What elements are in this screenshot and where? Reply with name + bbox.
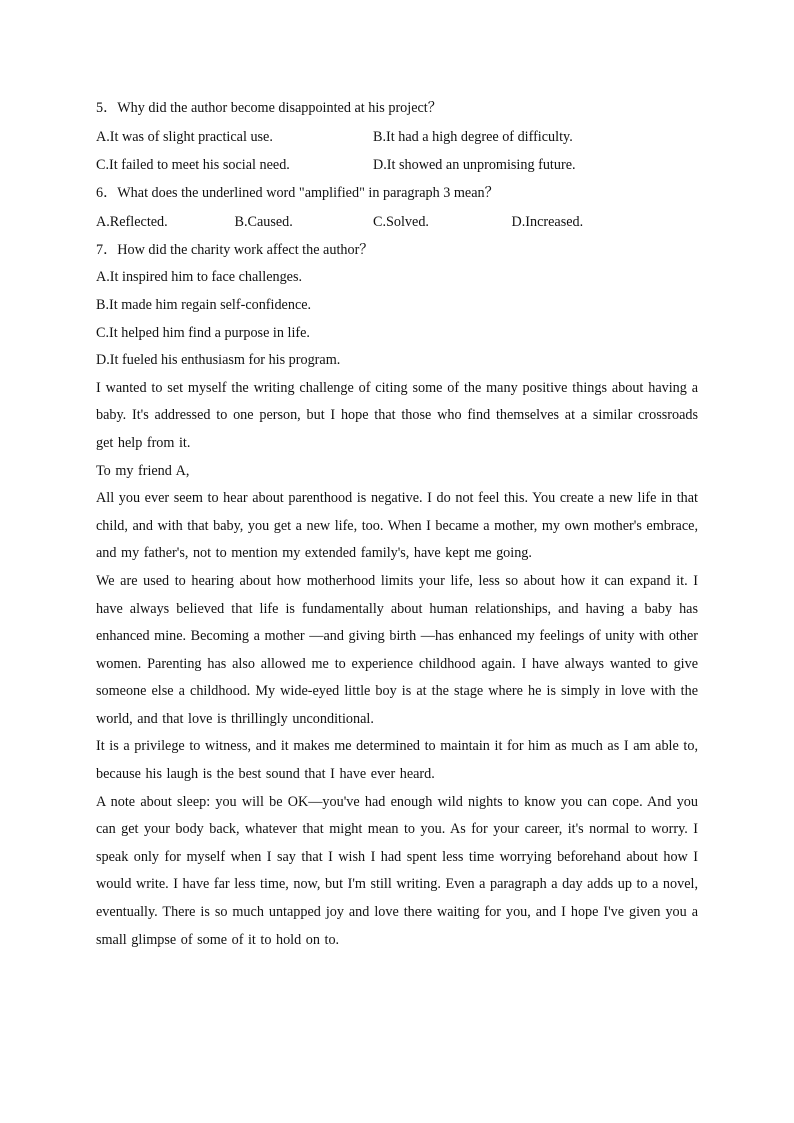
option-c: C.It failed to meet his social need.: [96, 156, 290, 173]
passage-paragraph: We are used to hearing about how motherhood limits your life, less so about how it can expand it. I have always believed that life is fundamentally about human relationships, and having a baby has enhanced mine. Becoming a mother —and giving birth —has enhanced my feelings of unity with other women. Parenting has also allowed me to experience childhood again. I have always wanted to give someone else a childhood. My wide-eyed little boy is at the stage where he is simply in love with the world, and that love is thrillingly unconditional.: [96, 572, 698, 727]
passage-intro: I wanted to set myself the writing challenge of citing some of the many positive things about having a baby. It's addressed to one person, but I hope that those who find themselves at a similar crossroads get help from it.: [96, 379, 698, 451]
reading-passage: [96, 375, 698, 954]
question-7: [96, 236, 698, 375]
option-b: B.It made him regain self-confidence.: [96, 296, 312, 313]
option-row: [96, 208, 698, 236]
letter-salutation: To my friend A,: [96, 462, 190, 479]
question-6: [96, 179, 698, 236]
option-a: A.It was of slight practical use.: [96, 128, 273, 145]
option-d: D.Increased.: [511, 213, 584, 230]
question-5: [96, 94, 698, 179]
option-b: B.It had a high degree of difficulty.: [373, 128, 573, 145]
option-b: B.Caused.: [234, 213, 293, 230]
option-row: [96, 123, 698, 151]
option-d: D.It showed an unpromising future.: [373, 156, 576, 173]
passage-paragraph: It is a privilege to witness, and it makes me determined to maintain it for him as much as I am able to, because his laugh is the best sound that I have ever heard.: [96, 738, 698, 783]
question-stem: 6．What does the underlined word "amplified" in paragraph 3 mean？: [96, 185, 499, 202]
option-a: A.Reflected.: [96, 213, 168, 230]
passage-paragraph: A note about sleep: you will be OK—you've had enough wild nights to know you can cope. And you can get your body back, whatever that might mean to you. As for your career, it's normal to worry. I speak only for myself when I say that I wish I had spent less time worrying beforehand about how I would write. I have far less time, now, but I'm still writing. Even a paragraph a day adds up to a novel, eventually. There is so much untapped joy and love there waiting for you, and I hope I've given you a small glimpse of some of it to hold on to.: [96, 793, 698, 948]
option-d: D.It fueled his enthusiasm for his program.: [96, 352, 341, 369]
option-c: C.Solved.: [373, 213, 429, 230]
question-stem: 5．Why did the author become disappointed at his project？: [96, 100, 442, 116]
question-stem: 7．How did the charity work affect the author？: [96, 241, 374, 258]
option-a: A.It inspired him to face challenges.: [96, 269, 303, 286]
option-row: [96, 151, 698, 179]
option-c: C.It helped him find a purpose in life.: [96, 324, 310, 341]
passage-paragraph: All you ever seem to hear about parenthood is negative. I do not feel this. You create a new life in that child, and with that baby, you get a new life, too. When I became a mother, my own mother's embrace, and my father's, not to mention my extended family's, have kept me going.: [96, 490, 698, 562]
